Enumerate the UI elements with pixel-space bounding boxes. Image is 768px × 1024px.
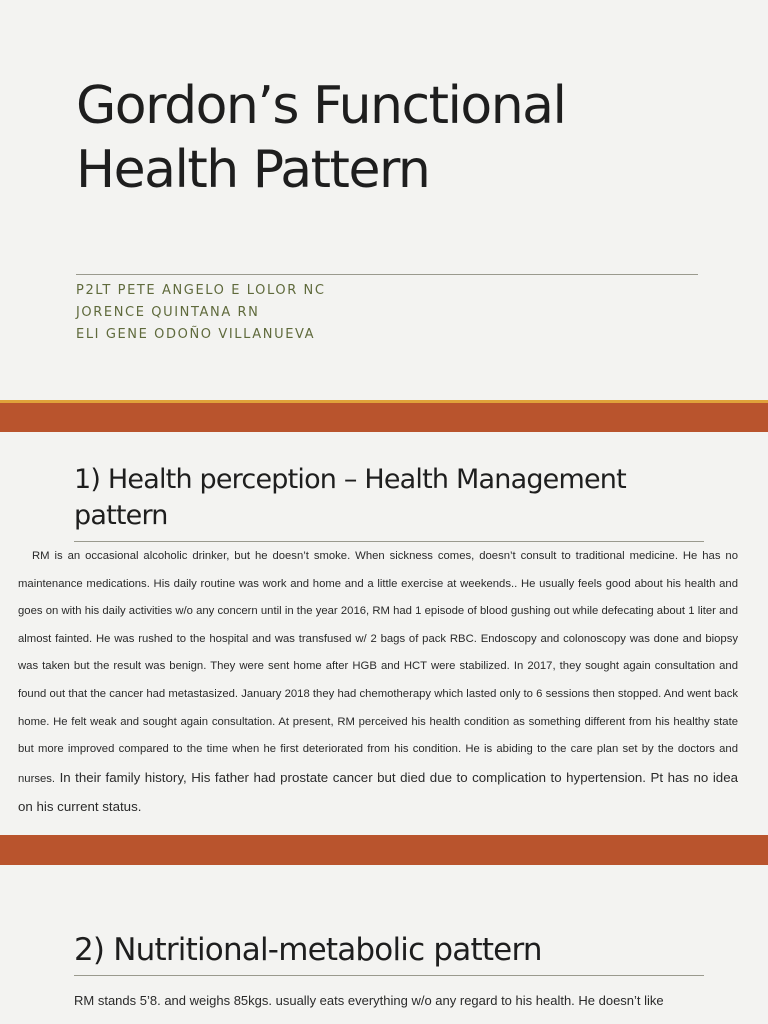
slide-separator [0,835,768,865]
section-body: RM stands 5’8. and weighs 85kgs. usually eats everything w/o any regard to his health. He doesn’t like [74,993,664,1008]
body-text-continued: In their family history, His father had prostate cancer but died due to complication to hypertension. Pt has no idea on his current status. [18,769,738,815]
body-text: RM is an occasional alcoholic drinker, but he doesn’t smoke. When sickness comes, doesn’t consult to traditional medicine. He has no maintenance medications. His daily routine was work and home and a little exercise at weekends.. He usually feels good about his health and goes on with his daily activities w/o any concern until in the year 2016, RM had 1 episode of blood gushing out while defecating about 1 liter and almost fainted. He was rushed to the hospital and was transfused w/ 2 bags of pack RBC. Endoscopy and colonoscopy was done and biopsy was taken but the result was benign. They were sent home after HGB and HCT were stabilized. In 2017, they sought again consultation and found out that the cancer had metastasized. January 2018 they had chemotherapy which lasted only to 6 sessions then stopped. And went back home. He felt weak and sought again consultation. At present, RM perceived his health condition as something different from his healthy state but more improved compared to the time when he first deteriorated from his condition. He is abiding to the care plan set by the doctors and nurses. [18,550,738,785]
section-title: 1) Health perception – Health Management pattern [74,464,626,531]
author-name: P2LT PETE ANGELO E LOLOR NC [76,283,326,298]
title-slide [0,0,768,400]
section-divider [74,541,704,542]
page-title: Gordon’s Functional Health Pattern [76,76,566,200]
slide-separator [0,400,768,432]
section-body [18,543,738,823]
section-title: 2) Nutritional-metabolic pattern [74,932,542,968]
author-list [76,280,326,346]
section-divider [74,975,704,976]
title-divider [76,274,698,275]
author-name: ELI GENE ODOÑO VILLANUEVA [76,327,316,342]
author-name: JORENCE QUINTANA RN [76,305,260,320]
